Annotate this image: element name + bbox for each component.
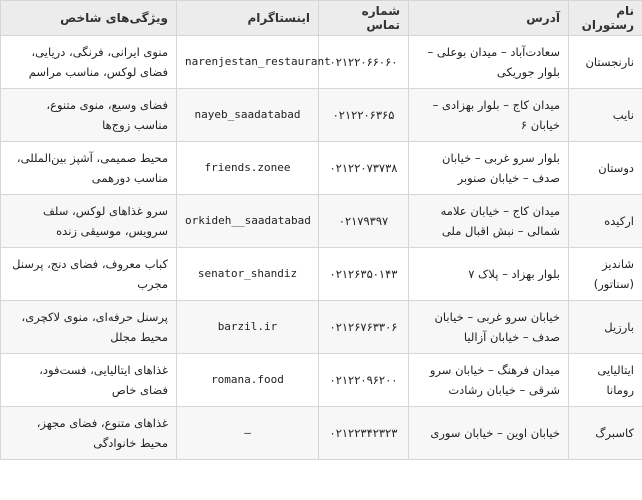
cell-phone: ۰۲۱۷۹۳۹۷ (319, 195, 409, 248)
cell-phone: ۰۲۱۲۲۰۶۶۰۶۰ (319, 36, 409, 89)
cell-address: بلوار بهزاد – پلاک ۷ (409, 248, 569, 301)
cell-features: فضای وسیع، منوی متنوع، مناسب زوج‌ها (1, 89, 177, 142)
header-name: نام رستوران (569, 1, 642, 36)
header-phone: شماره تماس (319, 1, 409, 36)
cell-features: غذاهای ایتالیایی، فست‌فود، فضای خاص (1, 354, 177, 407)
table-row (1, 195, 642, 248)
cell-instagram: – (177, 407, 319, 460)
table-row (1, 36, 642, 89)
table-header-row (1, 1, 642, 36)
cell-address: خیابان اوین – خیابان سوری (409, 407, 569, 460)
cell-address: میدان کاج – خیابان علامه شمالی – نبش اقبال ملی (409, 195, 569, 248)
header-features: ویژگی‌های شاخص (1, 1, 177, 36)
cell-features: کباب معروف، فضای دنج، پرسنل مجرب (1, 248, 177, 301)
cell-phone: ۰۲۱۲۶۳۵۰۱۴۳ (319, 248, 409, 301)
cell-features: سرو غذاهای لوکس، سلف سرویس، موسیقی زنده (1, 195, 177, 248)
cell-instagram: nayeb_saadatabad (177, 89, 319, 142)
cell-address: بلوار سرو غربی – خیابان صدف – خیابان صنوبر (409, 142, 569, 195)
cell-name: دوستان (569, 142, 642, 195)
cell-instagram: narenjestan_restaurant (177, 36, 319, 89)
cell-address: سعادت‌آباد – میدان بوعلی – بلوار جوریکی (409, 36, 569, 89)
cell-address: خیابان سرو غربی – خیابان صدف – خیابان آزالیا (409, 301, 569, 354)
cell-features: محیط صمیمی، آشپز بین‌المللی، مناسب دورهمی (1, 142, 177, 195)
table-row (1, 301, 642, 354)
cell-name: بارزیل (569, 301, 642, 354)
cell-phone: ۰۲۱۲۲۰۷۳۷۳۸ (319, 142, 409, 195)
cell-features: پرسنل حرفه‌ای، منوی لاکچری، محیط مجلل (1, 301, 177, 354)
cell-features: منوی ایرانی، فرنگی، دریایی، فضای لوکس، مناسب مراسم (1, 36, 177, 89)
cell-instagram: friends.zonee (177, 142, 319, 195)
table-row (1, 354, 642, 407)
cell-phone: ۰۲۱۲۲۰۶۳۶۵ (319, 89, 409, 142)
cell-name: شاندیز (سناتور) (569, 248, 642, 301)
header-address: آدرس (409, 1, 569, 36)
cell-name: نایب (569, 89, 642, 142)
table-row (1, 89, 642, 142)
table-row (1, 248, 642, 301)
cell-features: غذاهای متنوع، فضای مجهز، محیط خانوادگی (1, 407, 177, 460)
cell-name: نارنجستان (569, 36, 642, 89)
cell-phone: ۰۲۱۲۲۰۹۶۲۰۰ (319, 354, 409, 407)
cell-instagram: romana.food (177, 354, 319, 407)
cell-address: میدان کاج – بلوار بهزادی – خیابان ۶ (409, 89, 569, 142)
header-instagram: اینستاگرام (177, 1, 319, 36)
cell-instagram: barzil.ir (177, 301, 319, 354)
cell-address: میدان فرهنگ – خیابان سرو شرقی – خیابان رشادت (409, 354, 569, 407)
cell-instagram: orkideh__saadatabad (177, 195, 319, 248)
cell-name: ایتالیایی رومانا (569, 354, 642, 407)
cell-name: ارکیده (569, 195, 642, 248)
table-row (1, 142, 642, 195)
table-row (1, 407, 642, 460)
cell-phone: ۰۲۱۲۶۷۶۳۳۰۶ (319, 301, 409, 354)
cell-phone: ۰۲۱۲۲۳۴۲۳۲۳ (319, 407, 409, 460)
cell-name: کاسبرگ (569, 407, 642, 460)
cell-instagram: senator_shandiz (177, 248, 319, 301)
